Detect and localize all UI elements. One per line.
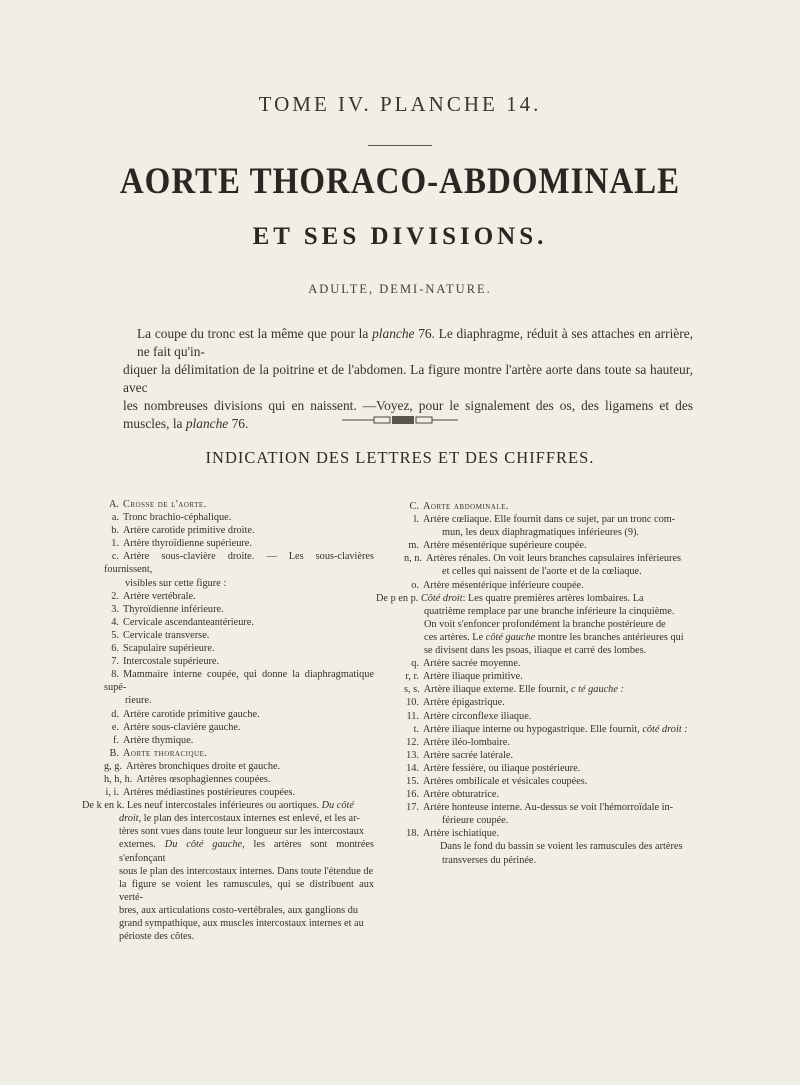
legend-entry: 18. Artère ischiatique. bbox=[406, 828, 500, 840]
plate-title-continued: ET SES DIVISIONS. bbox=[252, 223, 548, 250]
legend-note: Dans le fond du bassin se voient les ramuscules des artères transverses du périnée. bbox=[440, 841, 683, 866]
legend-entry: 15. Artères ombilicale et vésicales coupées. bbox=[406, 775, 588, 787]
legend-entry: o. Artère mésentérique inférieure coupée. bbox=[411, 579, 584, 591]
legend-entry: De k en k. Les neuf intercostales inférieures ou aortiques. Du côté droit, le plan des intercostaux internes est enlevé, et les ar- tères sont vues dans toute leur longueur sur les intercostaux externes. Du côté gauche, les artères sont montrées s'enfonçant sous le plan des intercostaux internes. Dans toute l'étendue de la figure se voient les ramuscules, qui se distribuent aux verté- bres, aux articulations costo-vertébrales, aux ganglions du grand sympathique, aux muscles intercostaux internes et au périoste des côtes. bbox=[82, 800, 374, 943]
legend-entry: n, n. Artères rénales. On voit leurs branches capsulaires inférieures et celles qui naissent de l'aorte et de la cœliaque. bbox=[404, 553, 682, 578]
legend-right-column bbox=[376, 500, 709, 867]
legend-heading: INDICATION DES LETTRES ET DES CHIFFRES. bbox=[205, 448, 595, 467]
legend-entry: 6. Scapulaire supérieure. bbox=[111, 643, 215, 655]
title-divider bbox=[368, 145, 432, 146]
legend-entry: A. Crosse de l'aorte. bbox=[108, 499, 207, 510]
legend-entry: d. Artère carotide primitive gauche. bbox=[111, 708, 260, 720]
legend-entry: c. Artère sous-clavière droite. — Les sous-clavières fournissent, visibles sur cette figure : bbox=[104, 551, 374, 589]
legend-left-column bbox=[82, 498, 374, 943]
legend-entry: g, g. Artères bronchiques droite et gauche. bbox=[104, 760, 281, 772]
legend-entry: l. Artère cœliaque. Elle fournit dans ce sujet, par un tronc com- mun, les deux diaphragmatiques inférieures (9). bbox=[413, 514, 676, 539]
legend-entry: 13. Artère sacrée latérale. bbox=[406, 749, 514, 761]
legend-entry: e. Artère sous-clavière gauche. bbox=[111, 721, 241, 733]
legend-entry: 10. Artère épigastrique. bbox=[406, 697, 505, 709]
legend-entry: C. Aorte abdominale. bbox=[409, 501, 509, 512]
legend-entry: m. Artère mésentérique supérieure coupée. bbox=[408, 540, 587, 552]
legend-entry: 7. Intercostale supérieure. bbox=[111, 656, 220, 668]
intro-line-2: diquer la délimitation de la poitrine et de l'abdomen. La figure montre l'artère aorte dans toute sa hauteur, avec bbox=[123, 362, 693, 395]
legend-entry: r, r. Artère iliaque primitive. bbox=[405, 671, 523, 683]
plate-title: AORTE THORACO-ABDOMINALE bbox=[119, 161, 681, 203]
legend-entry: De p en p. Côté droit: Les quatre premières artères lombaires. La quatrième remplace par une branche inférieure la cinquième. On voit s'enfoncer profondément la branche postérieure de ces artères. Le côté gauche montre les branches antérieures qui se divisent dans les psoas, iliaque et carré des lombes. bbox=[376, 592, 684, 657]
legend-entry: 1. Artère thyroïdienne supérieure. bbox=[111, 538, 252, 550]
intro-line-1: La coupe du tronc est la même que pour la planche 76. Le diaphragme, réduit à ses attaches en arrière, ne fait qu'in- bbox=[137, 326, 694, 359]
legend-entry: 4. Cervicale ascendanteantérieure. bbox=[111, 616, 254, 628]
legend-entry: 17. Artère honteuse interne. Au-dessus se voit l'hémorroïdale in- férieure coupée. bbox=[406, 802, 674, 827]
legend-entry: 2. Artère vertébrale. bbox=[111, 590, 196, 602]
legend-entry: h, h, h. Artères œsophagiennes coupées. bbox=[104, 773, 271, 785]
ornament-divider bbox=[340, 414, 460, 426]
legend-entry: t. Artère iliaque interne ou hypogastrique. Elle fournit, côté droit : bbox=[413, 723, 688, 735]
legend-entry: f. Artère thymique. bbox=[112, 734, 194, 746]
legend-entry: B. Aorte thoracique. bbox=[109, 747, 208, 759]
legend-entry: a. Tronc brachio-céphalique. bbox=[111, 512, 232, 524]
legend-entry: 8. Mammaire interne coupée, qui donne la diaphragmatique supé- rieure. bbox=[104, 669, 374, 707]
legend-entry: 3. Thyroïdienne inférieure. bbox=[111, 603, 224, 615]
legend-entry: q. Artère sacrée moyenne. bbox=[411, 658, 521, 670]
legend-entry: 16. Artère obturatrice. bbox=[406, 789, 500, 801]
legend-entry: 5. Cervicale transverse. bbox=[111, 629, 210, 641]
plate-number: TOME IV. PLANCHE 14. bbox=[258, 92, 542, 116]
plate-subtitle: ADULTE, DEMI-NATURE. bbox=[308, 282, 492, 296]
legend-entry: i, i. Artères médiastines postérieures coupées. bbox=[105, 787, 296, 799]
legend-entry: 14. Artère fessière, ou iliaque postérieure. bbox=[406, 762, 581, 774]
legend-entry: 12. Artère iléo-lombaire. bbox=[406, 736, 510, 748]
legend-entry: s, s. Artère iliaque externe. Elle fournit, c té gauche : bbox=[404, 684, 624, 696]
legend-entry: 11. Artère circonflexe iliaque. bbox=[406, 710, 532, 722]
legend-entry: b. Artère carotide primitive droite. bbox=[111, 525, 255, 537]
intro-line-3: les nombreuses divisions qui en naissent. —Voyez, pour le signalement des os, des ligamens et des muscles, la planche 76. bbox=[123, 398, 693, 431]
